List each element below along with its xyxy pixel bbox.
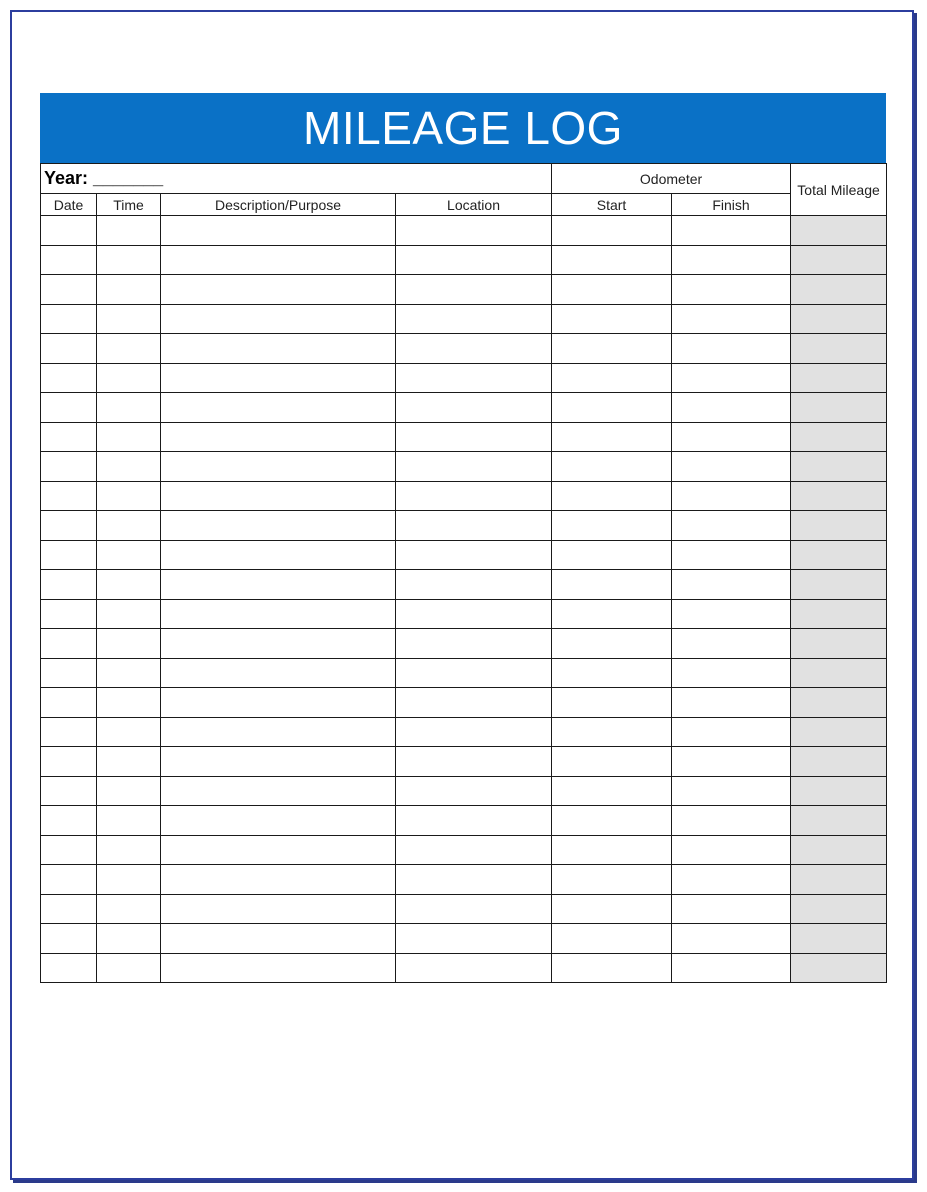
- location-cell[interactable]: [396, 806, 552, 836]
- log-row: [41, 658, 887, 688]
- time-cell[interactable]: [97, 275, 161, 305]
- description-cell[interactable]: [161, 245, 396, 275]
- finish-cell[interactable]: [672, 216, 791, 246]
- finish-cell[interactable]: [672, 481, 791, 511]
- start-header: Start: [552, 194, 672, 216]
- finish-cell[interactable]: [672, 629, 791, 659]
- start-cell[interactable]: [552, 245, 672, 275]
- log-row: [41, 511, 887, 541]
- time-cell[interactable]: [97, 894, 161, 924]
- location-cell[interactable]: [396, 865, 552, 895]
- total-mileage-cell[interactable]: [791, 747, 887, 777]
- location-cell[interactable]: [396, 776, 552, 806]
- total-mileage-cell[interactable]: [791, 511, 887, 541]
- date-cell[interactable]: [41, 835, 97, 865]
- total-mileage-cell[interactable]: [791, 540, 887, 570]
- header-row-columns: [41, 194, 887, 216]
- date-cell[interactable]: [41, 924, 97, 954]
- finish-cell[interactable]: [672, 334, 791, 364]
- description-cell[interactable]: [161, 570, 396, 600]
- date-cell[interactable]: [41, 688, 97, 718]
- start-cell[interactable]: [552, 216, 672, 246]
- description-cell[interactable]: [161, 422, 396, 452]
- log-row: [41, 245, 887, 275]
- finish-cell[interactable]: [672, 806, 791, 836]
- location-cell[interactable]: [396, 422, 552, 452]
- time-cell[interactable]: [97, 363, 161, 393]
- total-mileage-cell[interactable]: [791, 865, 887, 895]
- date-cell[interactable]: [41, 363, 97, 393]
- finish-cell[interactable]: [672, 570, 791, 600]
- time-cell[interactable]: [97, 776, 161, 806]
- start-cell[interactable]: [552, 275, 672, 305]
- log-entries: [41, 216, 887, 983]
- log-row: [41, 599, 887, 629]
- time-cell[interactable]: [97, 511, 161, 541]
- start-cell[interactable]: [552, 688, 672, 718]
- description-cell[interactable]: [161, 216, 396, 246]
- location-cell[interactable]: [396, 304, 552, 334]
- finish-cell[interactable]: [672, 688, 791, 718]
- location-cell[interactable]: [396, 953, 552, 983]
- log-row: [41, 393, 887, 423]
- finish-cell[interactable]: [672, 776, 791, 806]
- time-cell[interactable]: [97, 570, 161, 600]
- start-cell[interactable]: [552, 481, 672, 511]
- total-mileage-cell[interactable]: [791, 245, 887, 275]
- log-row: [41, 835, 887, 865]
- log-row: [41, 688, 887, 718]
- date-cell[interactable]: [41, 422, 97, 452]
- total-mileage-cell[interactable]: [791, 422, 887, 452]
- log-row: [41, 540, 887, 570]
- time-cell[interactable]: [97, 452, 161, 482]
- log-row: [41, 334, 887, 364]
- date-cell[interactable]: [41, 334, 97, 364]
- log-row: [41, 953, 887, 983]
- location-cell[interactable]: [396, 393, 552, 423]
- time-cell[interactable]: [97, 806, 161, 836]
- start-cell[interactable]: [552, 629, 672, 659]
- time-cell[interactable]: [97, 422, 161, 452]
- description-cell[interactable]: [161, 688, 396, 718]
- description-cell[interactable]: [161, 776, 396, 806]
- log-row: [41, 747, 887, 777]
- log-row: [41, 924, 887, 954]
- log-row: [41, 422, 887, 452]
- log-row: [41, 806, 887, 836]
- time-cell[interactable]: [97, 835, 161, 865]
- total-mileage-cell[interactable]: [791, 275, 887, 305]
- total-mileage-cell[interactable]: [791, 658, 887, 688]
- date-cell[interactable]: [41, 806, 97, 836]
- log-row: [41, 570, 887, 600]
- total-mileage-cell[interactable]: [791, 334, 887, 364]
- start-cell[interactable]: [552, 806, 672, 836]
- date-cell[interactable]: [41, 658, 97, 688]
- date-cell[interactable]: [41, 953, 97, 983]
- finish-cell[interactable]: [672, 894, 791, 924]
- start-cell[interactable]: [552, 599, 672, 629]
- start-cell[interactable]: [552, 570, 672, 600]
- date-cell[interactable]: [41, 776, 97, 806]
- total-mileage-cell[interactable]: [791, 629, 887, 659]
- total-mileage-cell[interactable]: [791, 717, 887, 747]
- date-cell[interactable]: [41, 570, 97, 600]
- location-cell[interactable]: [396, 275, 552, 305]
- description-cell[interactable]: [161, 393, 396, 423]
- log-row: [41, 776, 887, 806]
- log-row: [41, 452, 887, 482]
- finish-cell[interactable]: [672, 658, 791, 688]
- location-cell[interactable]: [396, 835, 552, 865]
- finish-cell[interactable]: [672, 599, 791, 629]
- date-cell[interactable]: [41, 894, 97, 924]
- start-cell[interactable]: [552, 924, 672, 954]
- finish-cell[interactable]: [672, 865, 791, 895]
- start-cell[interactable]: [552, 511, 672, 541]
- time-cell[interactable]: [97, 540, 161, 570]
- date-cell[interactable]: [41, 747, 97, 777]
- location-cell[interactable]: [396, 599, 552, 629]
- description-cell[interactable]: [161, 275, 396, 305]
- description-cell[interactable]: [161, 334, 396, 364]
- location-cell[interactable]: [396, 570, 552, 600]
- time-cell[interactable]: [97, 953, 161, 983]
- description-cell[interactable]: [161, 806, 396, 836]
- start-cell[interactable]: [552, 393, 672, 423]
- date-cell[interactable]: [41, 275, 97, 305]
- total-mileage-cell[interactable]: [791, 776, 887, 806]
- total-mileage-cell[interactable]: [791, 688, 887, 718]
- date-cell[interactable]: [41, 393, 97, 423]
- finish-cell[interactable]: [672, 747, 791, 777]
- start-cell[interactable]: [552, 894, 672, 924]
- location-cell[interactable]: [396, 334, 552, 364]
- date-header: Date: [41, 194, 97, 216]
- start-cell[interactable]: [552, 363, 672, 393]
- total-mileage-cell[interactable]: [791, 304, 887, 334]
- description-cell[interactable]: [161, 835, 396, 865]
- start-cell[interactable]: [552, 865, 672, 895]
- date-cell[interactable]: [41, 481, 97, 511]
- total-mileage-header: Total Mileage: [791, 164, 887, 216]
- time-cell[interactable]: [97, 658, 161, 688]
- description-cell[interactable]: [161, 953, 396, 983]
- location-cell[interactable]: [396, 717, 552, 747]
- location-cell[interactable]: [396, 363, 552, 393]
- time-cell[interactable]: [97, 865, 161, 895]
- description-cell[interactable]: [161, 481, 396, 511]
- date-cell[interactable]: [41, 865, 97, 895]
- finish-cell[interactable]: [672, 924, 791, 954]
- description-cell[interactable]: [161, 629, 396, 659]
- title-banner: [40, 93, 886, 163]
- start-cell[interactable]: [552, 717, 672, 747]
- location-cell[interactable]: [396, 688, 552, 718]
- description-cell[interactable]: [161, 599, 396, 629]
- finish-cell[interactable]: [672, 363, 791, 393]
- time-cell[interactable]: [97, 334, 161, 364]
- finish-cell[interactable]: [672, 511, 791, 541]
- total-mileage-cell[interactable]: [791, 452, 887, 482]
- time-cell[interactable]: [97, 393, 161, 423]
- finish-cell[interactable]: [672, 540, 791, 570]
- date-cell[interactable]: [41, 452, 97, 482]
- start-cell[interactable]: [552, 776, 672, 806]
- start-cell[interactable]: [552, 953, 672, 983]
- finish-cell[interactable]: [672, 422, 791, 452]
- log-row: [41, 216, 887, 246]
- start-cell[interactable]: [552, 452, 672, 482]
- location-cell[interactable]: [396, 747, 552, 777]
- total-mileage-cell[interactable]: [791, 481, 887, 511]
- location-cell[interactable]: [396, 481, 552, 511]
- total-mileage-cell[interactable]: [791, 216, 887, 246]
- time-cell[interactable]: [97, 629, 161, 659]
- time-cell[interactable]: [97, 924, 161, 954]
- date-cell[interactable]: [41, 511, 97, 541]
- log-row: [41, 894, 887, 924]
- mileage-log-table: [40, 163, 887, 983]
- location-cell[interactable]: [396, 629, 552, 659]
- total-mileage-cell[interactable]: [791, 599, 887, 629]
- date-cell[interactable]: [41, 629, 97, 659]
- date-cell[interactable]: [41, 540, 97, 570]
- finish-cell[interactable]: [672, 304, 791, 334]
- finish-cell[interactable]: [672, 245, 791, 275]
- description-cell[interactable]: [161, 363, 396, 393]
- description-cell[interactable]: [161, 894, 396, 924]
- start-cell[interactable]: [552, 422, 672, 452]
- finish-cell[interactable]: [672, 835, 791, 865]
- location-header: Location: [396, 194, 552, 216]
- time-cell[interactable]: [97, 245, 161, 275]
- time-cell[interactable]: [97, 717, 161, 747]
- location-cell[interactable]: [396, 511, 552, 541]
- description-cell[interactable]: [161, 304, 396, 334]
- start-cell[interactable]: [552, 835, 672, 865]
- header-row-top: [41, 164, 887, 194]
- description-cell[interactable]: [161, 658, 396, 688]
- total-mileage-cell[interactable]: [791, 570, 887, 600]
- location-cell[interactable]: [396, 216, 552, 246]
- description-cell[interactable]: [161, 717, 396, 747]
- finish-cell[interactable]: [672, 717, 791, 747]
- description-cell[interactable]: [161, 540, 396, 570]
- description-cell[interactable]: [161, 511, 396, 541]
- start-cell[interactable]: [552, 304, 672, 334]
- log-row: [41, 481, 887, 511]
- start-cell[interactable]: [552, 540, 672, 570]
- total-mileage-cell[interactable]: [791, 894, 887, 924]
- date-cell[interactable]: [41, 304, 97, 334]
- location-cell[interactable]: [396, 540, 552, 570]
- finish-cell[interactable]: [672, 953, 791, 983]
- log-row: [41, 865, 887, 895]
- location-cell[interactable]: [396, 658, 552, 688]
- finish-cell[interactable]: [672, 452, 791, 482]
- location-cell[interactable]: [396, 924, 552, 954]
- time-cell[interactable]: [97, 688, 161, 718]
- start-cell[interactable]: [552, 747, 672, 777]
- description-cell[interactable]: [161, 747, 396, 777]
- time-cell[interactable]: [97, 304, 161, 334]
- location-cell[interactable]: [396, 245, 552, 275]
- total-mileage-cell[interactable]: [791, 835, 887, 865]
- odometer-header: Odometer: [552, 164, 791, 194]
- time-cell[interactable]: [97, 599, 161, 629]
- finish-cell[interactable]: [672, 393, 791, 423]
- log-row: [41, 717, 887, 747]
- date-cell[interactable]: [41, 717, 97, 747]
- total-mileage-cell[interactable]: [791, 953, 887, 983]
- description-cell[interactable]: [161, 452, 396, 482]
- log-row: [41, 363, 887, 393]
- page-title: MILEAGE LOG: [303, 102, 623, 154]
- date-cell[interactable]: [41, 245, 97, 275]
- log-row: [41, 304, 887, 334]
- year-field[interactable]: Year: _______: [41, 164, 552, 194]
- log-row: [41, 629, 887, 659]
- start-cell[interactable]: [552, 334, 672, 364]
- start-cell[interactable]: [552, 658, 672, 688]
- time-cell[interactable]: [97, 747, 161, 777]
- total-mileage-cell[interactable]: [791, 806, 887, 836]
- date-cell[interactable]: [41, 599, 97, 629]
- location-cell[interactable]: [396, 452, 552, 482]
- description-cell[interactable]: [161, 924, 396, 954]
- total-mileage-cell[interactable]: [791, 363, 887, 393]
- time-header: Time: [97, 194, 161, 216]
- location-cell[interactable]: [396, 894, 552, 924]
- description-header: Description/Purpose: [161, 194, 396, 216]
- log-row: [41, 275, 887, 305]
- date-cell[interactable]: [41, 216, 97, 246]
- total-mileage-cell[interactable]: [791, 924, 887, 954]
- total-mileage-cell[interactable]: [791, 393, 887, 423]
- time-cell[interactable]: [97, 481, 161, 511]
- finish-header: Finish: [672, 194, 791, 216]
- finish-cell[interactable]: [672, 275, 791, 305]
- description-cell[interactable]: [161, 865, 396, 895]
- time-cell[interactable]: [97, 216, 161, 246]
